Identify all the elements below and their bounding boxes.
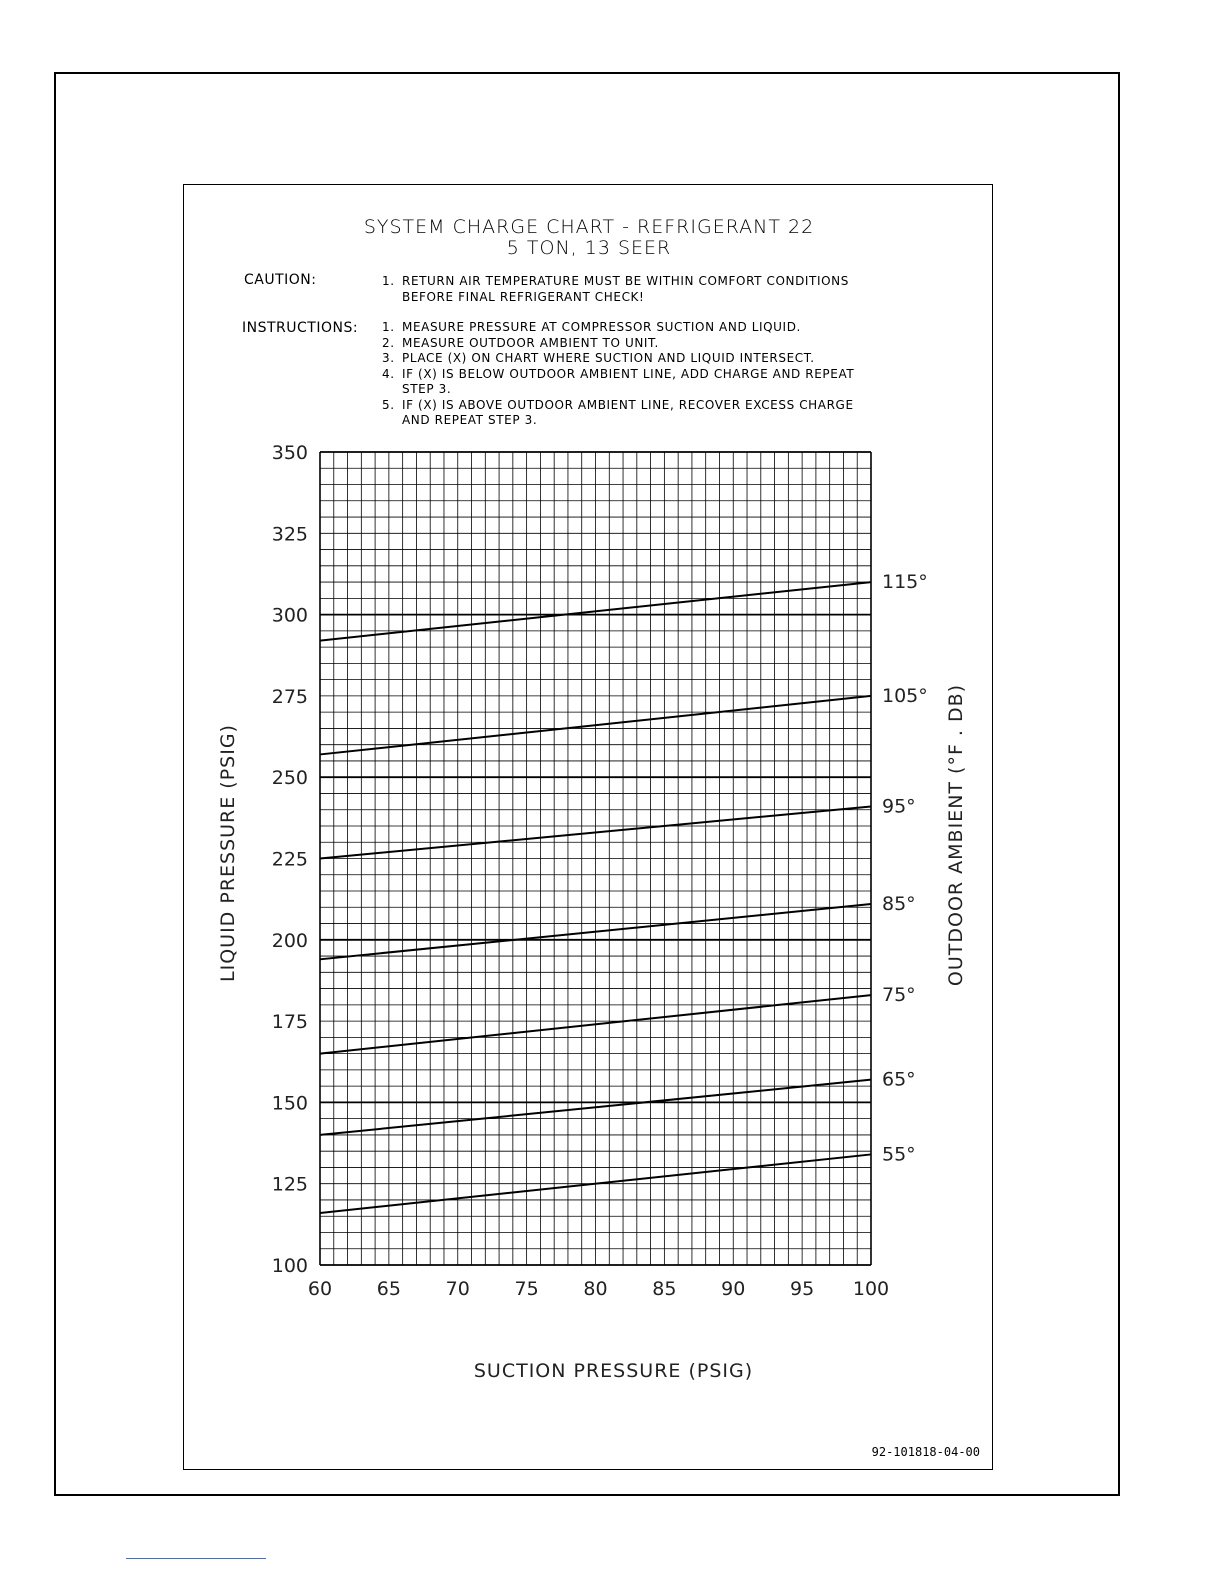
ambient-label-2: 95°: [882, 795, 916, 818]
caution-item-1-cont: BEFORE FINAL REFRIGERANT CHECK!: [402, 289, 645, 304]
drawing-number: 92-101818-04-00: [871, 1445, 980, 1459]
x-tick-label: 60: [307, 1278, 333, 1300]
y-tick-label: 325: [271, 523, 308, 546]
ambient-label-1: 105°: [882, 684, 928, 707]
instruction-item-2: 2. MEASURE OUTDOOR AMBIENT TO UNIT.: [382, 335, 659, 350]
ambient-label-5: 65°: [882, 1068, 916, 1091]
y-tick-label: 100: [271, 1255, 308, 1277]
instruction-item-4: 4. IF (X) IS BELOW OUTDOOR AMBIENT LINE, ADD CHARGE AND REPEAT: [382, 366, 855, 381]
instruction-item-5-cont: AND REPEAT STEP 3.: [402, 413, 538, 427]
x-axis-label: SUCTION PRESSURE (PSIG): [473, 1360, 754, 1382]
ambient-label-6: 55°: [882, 1143, 916, 1166]
x-tick-label: 75: [514, 1278, 539, 1300]
instruction-item-1: 1. MEASURE PRESSURE AT COMPRESSOR SUCTION AND LIQUID.: [382, 320, 801, 334]
y-tick-label: 300: [271, 604, 308, 627]
instruction-item-4-cont: STEP 3.: [402, 382, 452, 396]
y-tick-label: 225: [271, 848, 308, 871]
instruction-item-3: 3. PLACE (X) ON CHART WHERE SUCTION AND LIQUID INTERSECT.: [382, 351, 815, 365]
x-tick-label: 80: [583, 1278, 608, 1300]
y2-axis-label: OUTDOOR AMBIENT (°F . DB): [945, 683, 967, 987]
caution-item-1: 1. RETURN AIR TEMPERATURE MUST BE WITHIN COMFORT CONDITIONS: [382, 274, 849, 288]
caution-label: CAUTION:: [244, 272, 317, 288]
y-tick-label: 150: [271, 1092, 308, 1115]
ambient-label-3: 85°: [882, 893, 916, 916]
y-tick-label: 350: [271, 442, 308, 464]
y-tick-label: 125: [271, 1173, 308, 1196]
chart-title: SYSTEM CHARGE CHART - REFRIGERANT 22: [363, 216, 815, 238]
footnote-rule: [126, 1558, 266, 1559]
x-tick-label: 100: [852, 1278, 890, 1300]
y-tick-label: 250: [271, 767, 308, 790]
y-tick-label: 275: [271, 685, 308, 708]
y-axis-label: LIQUID PRESSURE (PSIG): [217, 724, 239, 982]
x-tick-label: 70: [445, 1278, 470, 1300]
x-tick-label: 95: [790, 1278, 815, 1300]
instruction-item-5: 5. IF (X) IS ABOVE OUTDOOR AMBIENT LINE, RECOVER EXCESS CHARGE: [382, 397, 854, 412]
ambient-label-4: 75°: [882, 984, 916, 1007]
y-tick-label: 200: [271, 929, 308, 952]
x-tick-label: 90: [721, 1278, 746, 1300]
chart-subtitle: 5 TON, 13 SEER: [506, 237, 672, 259]
instructions-label: INSTRUCTIONS:: [242, 320, 359, 336]
x-tick-label: 65: [376, 1278, 401, 1300]
y-tick-label: 175: [271, 1011, 308, 1034]
ambient-label-0: 115°: [882, 571, 928, 594]
x-tick-label: 85: [652, 1278, 677, 1300]
